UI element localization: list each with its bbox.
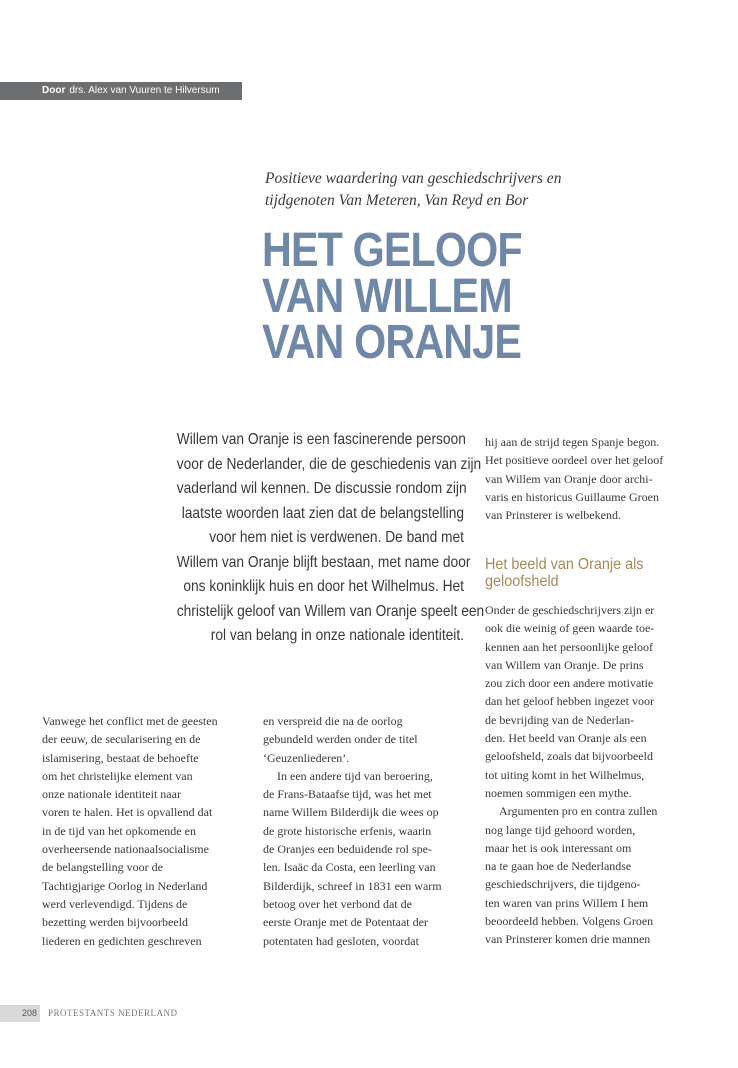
- body-line: gebundeld werden onder de titel: [263, 732, 418, 747]
- body-line: nog lange tijd gehoord worden,: [485, 822, 636, 837]
- intro-line: rol van belang in onze nationale identiteit.: [210, 627, 464, 644]
- title-line: VAN ORANJE: [262, 316, 521, 369]
- body-line: kennen aan het persoonlijke geloof: [485, 639, 653, 654]
- intro-line: voor hem niet is verdwenen. De band met: [209, 529, 464, 546]
- body-line: Bilderdijk, schreef in 1831 een warm: [263, 878, 442, 893]
- body-line: Het positieve oordeel over het geloof: [485, 453, 664, 468]
- page-number: 208: [0, 1005, 40, 1022]
- body-line: Argumenten pro en contra zullen: [499, 804, 658, 819]
- body-line: geloofsheld, zoals dat bijvoorbeeld: [485, 749, 653, 764]
- body-line: ‘Geuzenliederen’.: [263, 750, 350, 765]
- article-subtitle: [265, 168, 665, 212]
- body-line: ook die weinig of geen waarde toe-: [485, 621, 655, 636]
- body-line: en verspreid die na de oorlog: [263, 714, 403, 728]
- body-line: varis en historicus Guillaume Groen: [485, 489, 659, 504]
- subtitle-line: Positieve waardering van geschiedschrijvers en: [265, 170, 562, 187]
- body-line: van Willem van Oranje. De prins: [485, 657, 644, 672]
- article-title: [262, 224, 606, 369]
- body-line: zou zich door een andere motivatie: [485, 676, 654, 691]
- body-line: islamisering, bestaat de behoefte: [42, 750, 199, 765]
- publication-name: PROTESTANTS NEDERLAND: [48, 1008, 178, 1018]
- body-line: Vanwege het conflict met de geesten: [42, 714, 218, 728]
- body-line: van Willem van Oranje door archi-: [485, 471, 653, 486]
- body-line: geschiedschrijvers, die tijdgeno-: [485, 877, 641, 892]
- body-line: betoog over het verbond dat de: [263, 896, 412, 911]
- intro-line: Willem van Oranje blijft bestaan, met name door: [176, 553, 471, 571]
- body-column-right-top: [485, 433, 690, 524]
- intro-line: vaderland wil kennen. De discussie rondom zijn: [176, 480, 467, 497]
- body-line: eerste Oranje met de Potentaat der: [263, 915, 428, 930]
- body-line: liederen en gedichten geschreven: [42, 933, 202, 948]
- body-line: de Frans-Bataafse tijd, was het met: [263, 787, 432, 802]
- body-line: van Prinsterer is welbekend.: [485, 508, 621, 523]
- intro-line: laatste woorden laat zien dat de belangstelling: [181, 504, 464, 522]
- body-line: beoordeeld hebben. Volgens Groen: [485, 914, 654, 929]
- body-line: onze nationale identiteit naar: [42, 787, 181, 802]
- body-line: maar het is ook interessant om: [485, 840, 632, 855]
- body-line: in de tijd van het opkomende en: [42, 823, 196, 838]
- body-line: bezetting werden bijvoorbeeld: [42, 915, 188, 930]
- title-line: VAN WILLEM: [262, 270, 512, 323]
- body-line: om het christelijke element van: [42, 768, 193, 783]
- body-line: Tachtigjarige Oorlog in Nederland: [42, 878, 208, 893]
- intro-line: ons koninklijk huis en door het Wilhelmus. Het: [183, 578, 464, 595]
- body-line: van Prinsterer komen drie mannen: [485, 932, 651, 947]
- body-line: na te gaan hoe de Nederlandse: [485, 859, 632, 874]
- author-prefix: Door: [42, 85, 66, 96]
- section-heading-line: Het beeld van Oranje als: [485, 556, 644, 573]
- body-line: overheersende nationaalsocialisme: [42, 842, 209, 857]
- body-line: tot uiting komt in het Wilhelmus,: [485, 767, 645, 782]
- body-line: dan het geloof hebben ingezet voor: [485, 694, 654, 709]
- body-line: der eeuw, de secularisering en de: [42, 732, 201, 747]
- body-line: name Willem Bilderdijk die wees op: [263, 805, 439, 820]
- section-heading: [485, 556, 685, 590]
- body-line: In een andere tijd van beroering,: [277, 768, 433, 783]
- body-line: len. Isaäc da Costa, een leerling van: [263, 860, 436, 875]
- body-line: werd verlevendigd. Tijdens de: [42, 896, 188, 911]
- author-bar: [0, 82, 242, 100]
- body-column-left: [42, 712, 247, 950]
- body-line: potentaten had gesloten, voordat: [263, 933, 419, 948]
- body-line: de Oranjes een beduidende rol spe-: [263, 842, 432, 857]
- title-line: HET GELOOF: [262, 224, 522, 277]
- body-line: ten waren van prins Willem I hem: [485, 895, 649, 910]
- body-column-right-bottom: [485, 601, 690, 949]
- body-line: hij aan de strijd tegen Spanje begon.: [485, 435, 660, 449]
- body-line: de belangstelling voor de: [42, 860, 163, 875]
- section-heading-line: geloofsheld: [485, 573, 559, 590]
- intro-paragraph: [130, 428, 485, 649]
- intro-line: Willem van Oranje is een fascinerende persoon: [176, 431, 466, 448]
- intro-line: christelijk geloof van Willem van Oranje speelt een: [176, 602, 485, 620]
- author-name: drs. Alex van Vuuren te Hilversum: [69, 85, 220, 96]
- body-line: Onder de geschiedschrijvers zijn er: [485, 603, 655, 617]
- subtitle-line: tijdgenoten Van Meteren, Van Reyd en Bor: [265, 192, 529, 209]
- body-line: de grote historische erfenis, waarin: [263, 823, 432, 838]
- body-column-middle: [263, 712, 468, 950]
- body-line: den. Het beeld van Oranje als een: [485, 731, 647, 746]
- body-line: voren te halen. Het is opvallend dat: [42, 805, 213, 820]
- body-line: de bevrijding van de Nederlan-: [485, 712, 635, 727]
- intro-line: voor de Nederlander, die de geschiedenis van zijn: [176, 455, 482, 473]
- body-line: noemen sommigen een mythe.: [485, 785, 632, 800]
